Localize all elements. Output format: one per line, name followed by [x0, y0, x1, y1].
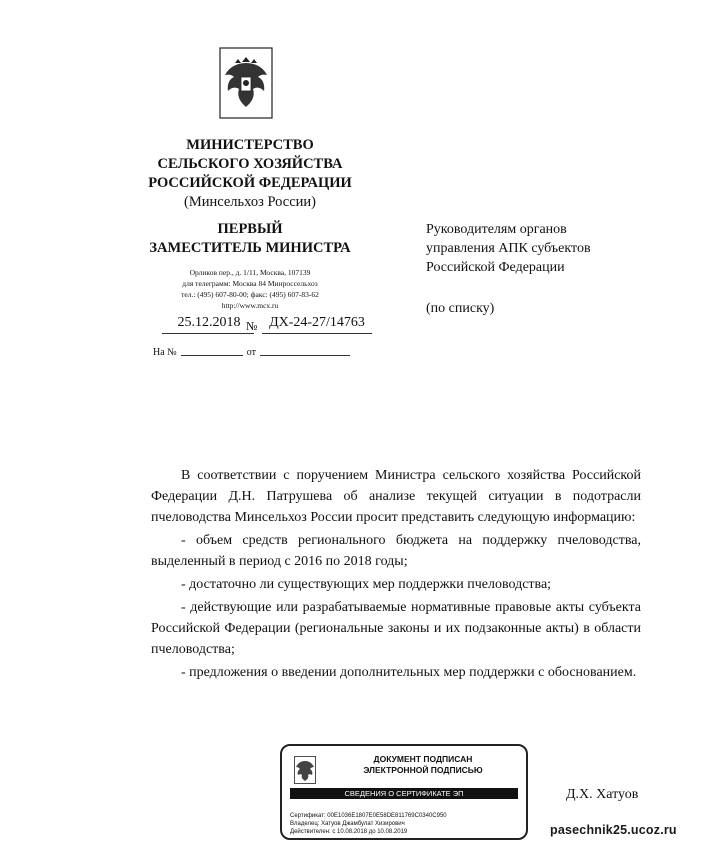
- address-line-1: Орликов пер., д. 1/11, Москва, 107139: [189, 268, 311, 277]
- certificate-serial: Сертификат: 00E1036E1807E0E58DE811769C0340C950: [290, 813, 447, 819]
- date-underline: [162, 333, 254, 334]
- body-paragraph: - достаточно ли существующих мер поддержки пчеловодства;: [181, 577, 552, 592]
- stamp-emblem-icon: [294, 756, 316, 784]
- reference-line: [153, 347, 350, 358]
- ministry-name: [140, 136, 360, 212]
- coat-of-arms-emblem: [219, 47, 273, 119]
- addressee-line-2: управления АПК субъектов: [426, 241, 591, 256]
- addressee-line-3: Российской Федерации: [426, 260, 565, 275]
- document-number: ДХ-24-27/14763: [269, 315, 365, 330]
- certificate-owner: Владелец: Хатуов Джамбулат Хизирович: [290, 821, 405, 827]
- addressee-line-1: Руководителям органов: [426, 222, 567, 237]
- sender-position: [140, 220, 360, 258]
- body-paragraph: - действующие или разрабатываемые нормативные правовые акты субъекта Российской Федерации (региональные законы и их подзаконные акты) в области пчеловодства;: [151, 600, 641, 657]
- electronic-signature-stamp: [280, 744, 528, 840]
- site-watermark: pasechnik25.ucoz.ru: [550, 823, 677, 837]
- reference-label: На №: [153, 347, 177, 358]
- addressee-block: [426, 220, 591, 318]
- position-line-2: ЗАМЕСТИТЕЛЬ МИНИСТРА: [149, 240, 351, 256]
- registration-line: [150, 315, 380, 337]
- certificate-details: [290, 812, 447, 836]
- ministry-short-name: (Минсельхоз России): [184, 194, 316, 210]
- address-line-3: тел.: (495) 607-80-00; факс: (495) 607-83-62: [181, 290, 319, 299]
- stamp-title-line-2: ЭЛЕКТРОННОЙ ПОДПИСЬЮ: [363, 765, 483, 775]
- reference-from-label: от: [246, 347, 256, 358]
- stamp-title-line-1: ДОКУМЕНТ ПОДПИСАН: [373, 754, 473, 764]
- stamp-title: [328, 754, 518, 776]
- reference-number-blank: [181, 355, 243, 356]
- letter-body: [151, 465, 641, 685]
- number-underline: [262, 333, 372, 334]
- number-sign: №: [246, 319, 258, 333]
- ministry-line-3: РОССИЙСКОЙ ФЕДЕРАЦИИ: [148, 175, 352, 191]
- address-line-2: для телеграмм: Москва 84 Минроссельхоз: [182, 279, 318, 288]
- certificate-info-bar: СВЕДЕНИЯ О СЕРТИФИКАТЕ ЭП: [290, 788, 518, 799]
- document-date: 25.12.2018: [177, 315, 241, 330]
- addressee-note: (по списку): [426, 301, 495, 316]
- address-line-4: http://www.mcx.ru: [221, 301, 279, 310]
- body-paragraph: В соответствии с поручением Министра сельского хозяйства Российской Федерации Д.Н. Патрушева об анализе текущей ситуации в подотрасли пчеловодства Минсельхоз России просит представить следующую информацию:: [151, 468, 641, 525]
- ministry-address: [140, 267, 360, 311]
- certificate-validity: Действителен: с 10.08.2018 до 10.08.2019: [290, 829, 408, 835]
- signer-name: Д.Х. Хатуов: [566, 787, 639, 802]
- ministry-line-2: СЕЛЬСКОГО ХОЗЯЙСТВА: [157, 156, 343, 172]
- body-paragraph: - объем средств регионального бюджета на поддержку пчеловодства, выделенный в период с 2016 по 2018 годы;: [151, 533, 641, 569]
- ministry-line-1: МИНИСТЕРСТВО: [186, 137, 314, 153]
- body-paragraph: - предложения о введении дополнительных мер поддержки с обоснованием.: [181, 665, 637, 680]
- reference-date-blank: [260, 355, 350, 356]
- position-line-1: ПЕРВЫЙ: [217, 221, 283, 237]
